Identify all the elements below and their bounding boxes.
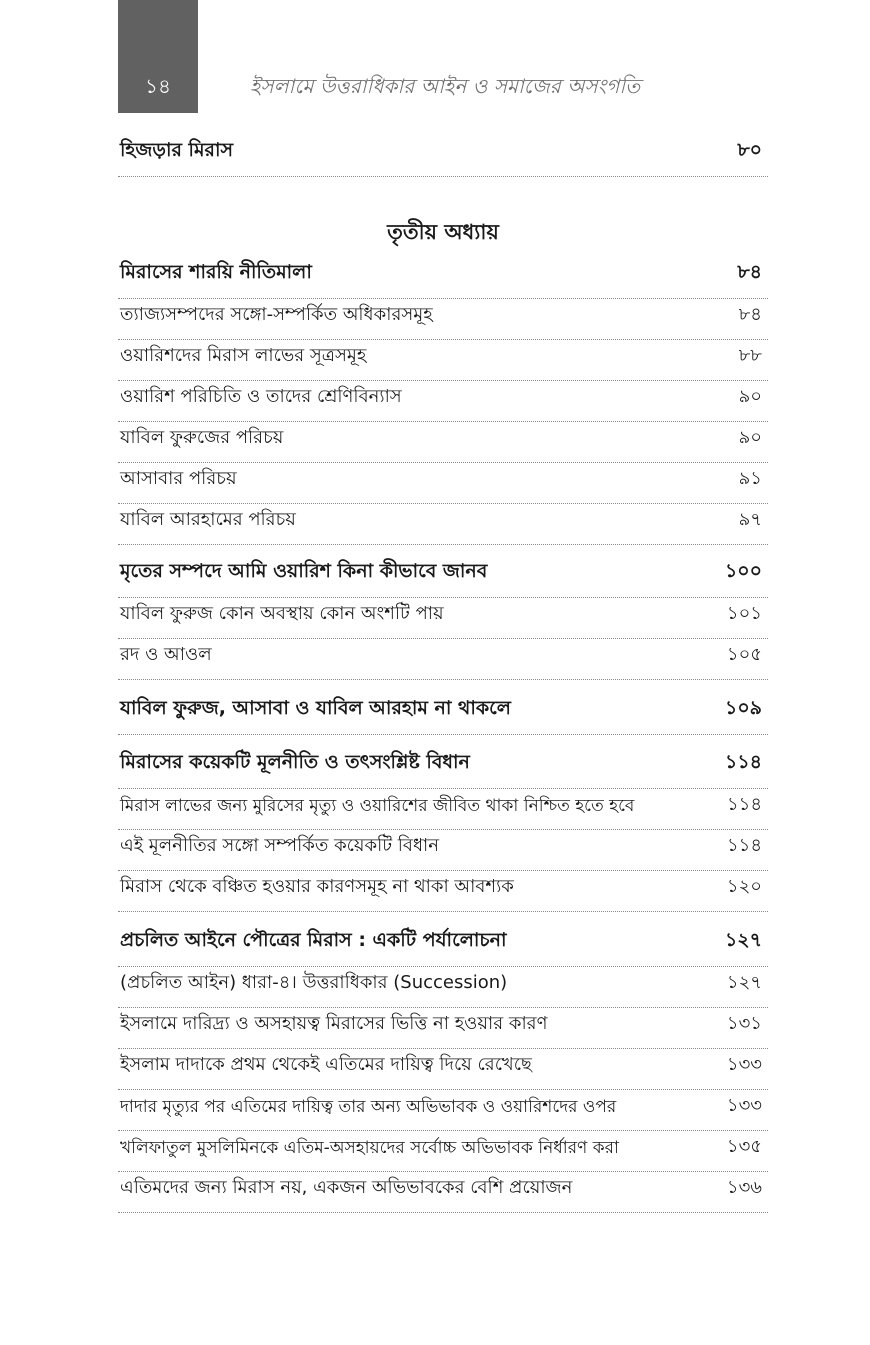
toc-entry-page: ১২৭ (726, 972, 762, 993)
toc-entry (118, 830, 768, 871)
toc-entry (118, 1131, 768, 1172)
toc-section-page: ১০০ (724, 560, 762, 582)
toc-entry-page: ১১৪ (726, 835, 762, 856)
toc-entry-page: ৮৪ (738, 304, 762, 325)
toc-entry-page: ১৩৫ (726, 1136, 762, 1157)
toc-entry-title: আসাবার পরিচয় (120, 468, 237, 489)
toc-entry-page: ১০৫ (726, 644, 762, 665)
toc-entry-page: ৮৮ (738, 345, 762, 366)
toc-entry-title: (প্রচলিত আইন) ধারা-৪। উত্তরাধিকার (Succession) (120, 972, 508, 993)
running-header-title: ইসলামে উত্তরাধিকার আইন ও সমাজের অসংগতি (250, 74, 641, 98)
toc-entry-page: ৯০ (738, 386, 762, 407)
toc-entry-title: ইসলাম দাদাকে প্রথম থেকেই এতিমের দায়িত্ব দিয়ে রেখেছে (120, 1054, 532, 1075)
toc-entry (118, 1172, 768, 1213)
toc-entry (118, 340, 768, 381)
toc-entry (118, 871, 768, 912)
toc-entry-page: ৮০ (737, 139, 762, 161)
toc-entry-page: ১২০ (726, 876, 762, 897)
toc-entry-title: এতিমদের জন্য মিরাস নয়, একজন অভিভাবকের বেশি প্রয়োজন (120, 1177, 573, 1198)
toc-entry-title: রদ ও আওল (120, 644, 212, 665)
toc-entry-title: যাবিল আরহামের পরিচয় (120, 509, 296, 530)
toc-section (118, 926, 768, 967)
toc-entry (118, 504, 768, 545)
toc-section-title: মিরাসের কয়েকটি মূলনীতি ও তৎসংশ্লিষ্ট বিধান (120, 751, 470, 773)
page-number-tab (118, 0, 198, 113)
toc-entry (118, 463, 768, 504)
toc-section (118, 694, 768, 735)
toc-section-page: ৮৪ (737, 261, 762, 283)
toc-entry (118, 789, 768, 830)
toc-section-page: ১১৪ (725, 751, 762, 773)
toc-entry-top (118, 136, 768, 177)
toc-entry-title: ইসলামে দারিদ্র্য ও অসহায়ত্ব মিরাসের ভিত্তি না হওয়ার কারণ (120, 1013, 548, 1034)
toc-entry-title: যাবিল ফুরুজের পরিচয় (120, 427, 284, 448)
toc-section-title: মৃতের সম্পদে আমি ওয়ারিশ কিনা কীভাবে জানব (120, 560, 488, 582)
chapter-heading: তৃতীয় অধ্যায় (387, 220, 499, 244)
toc-entry-title: দাদার মৃত্যুর পর এতিমের দায়িত্ব তার অন্য অভিভাবক ও ওয়ারিশদের ওপর (120, 1097, 617, 1117)
toc-section-title: যাবিল ফুরুজ, আসাবা ও যাবিল আরহাম না থাকলে (120, 697, 511, 719)
toc-entry-page: ১০১ (726, 603, 762, 624)
toc-entry-page: ১৩৬ (726, 1177, 762, 1198)
toc-entry-title: হিজড়ার মিরাস (120, 139, 234, 161)
toc-section (118, 748, 768, 789)
toc-entry-page: ১৩১ (726, 1013, 762, 1034)
toc-entry (118, 598, 768, 639)
toc-section-page: ১২৭ (724, 929, 762, 951)
toc-entry-title: মিরাস থেকে বঞ্চিত হওয়ার কারণসমূহ না থাকা আবশ্যক (120, 876, 514, 897)
toc-entry (118, 381, 768, 422)
toc-section-title: মিরাসের শারয়ি নীতিমালা (120, 261, 312, 283)
toc-entry (118, 422, 768, 463)
toc-entry-title: এই মূলনীতির সঙ্গো সম্পর্কিত কয়েকটি বিধান (120, 835, 439, 856)
toc-section (118, 557, 768, 598)
toc-section-page: ১০৯ (724, 697, 762, 719)
toc-entry-page: ১৩৩ (726, 1054, 762, 1075)
toc-entry-title: যাবিল ফুরুজ কোন অবস্থায় কোন অংশটি পায় (120, 603, 444, 624)
toc-entry-page: ১১৪ (726, 794, 762, 815)
toc-entry-title: মিরাস লাভের জন্য মুরিসের মৃত্যু ও ওয়ারিশের জীবিত থাকা নিশ্চিত হতে হবে (120, 796, 635, 816)
toc-entry-title: ওয়ারিশদের মিরাস লাভের সূত্রসমূহ (120, 345, 367, 366)
toc-entry-title: ওয়ারিশ পরিচিতি ও তাদের শ্রেণিবিন্যাস (120, 386, 402, 407)
toc-section (118, 258, 768, 299)
toc-entry (118, 1090, 768, 1131)
toc-entry-title: খলিফাতুল মুসলিমিনকে এতিম-অসহায়দের সর্বোচ্চ অভিভাবক নির্ধারণ করা (120, 1138, 619, 1158)
toc-entry-page: ৯৭ (738, 509, 762, 530)
toc-entry (118, 299, 768, 340)
toc-entry-page: ১৩৩ (726, 1095, 762, 1116)
toc-entry (118, 1008, 768, 1049)
toc-entry-page: ৯০ (738, 427, 762, 448)
toc-section-title: প্রচলিত আইনে পৌত্রের মিরাস : একটি পর্যালোচনা (120, 929, 507, 951)
toc-entry-title: ত্যাজ্যসম্পদের সঙ্গো-সম্পর্কিত অধিকারসমূহ (120, 304, 433, 325)
toc-entry (118, 1049, 768, 1090)
toc-entry-page: ৯১ (738, 468, 762, 489)
page-number: ১৪ (145, 74, 171, 98)
toc-entry (118, 639, 768, 680)
toc-entry (118, 967, 768, 1008)
